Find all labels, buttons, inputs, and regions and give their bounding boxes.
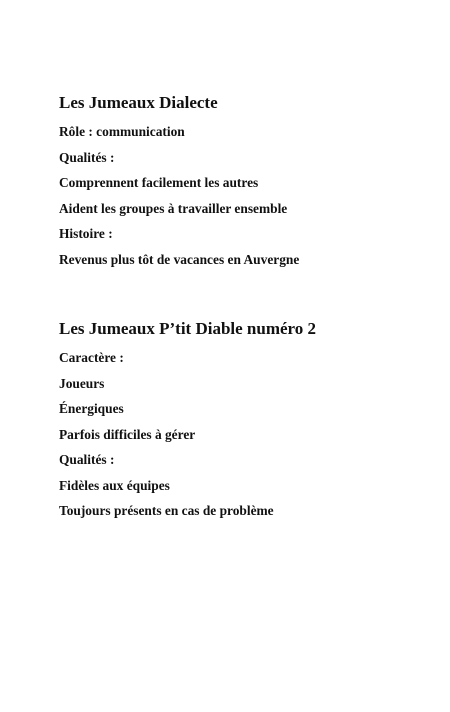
section-jumeaux-ptit-diable — [59, 317, 430, 524]
quality-item: Toujours présents en cas de problème — [59, 503, 274, 518]
caractere-label: Caractère : — [59, 350, 124, 365]
section-heading: Les Jumeaux P’tit Diable numéro 2 — [59, 319, 317, 338]
caractere-item: Énergiques — [59, 401, 124, 416]
role-line: Rôle : communication — [59, 124, 185, 139]
section-jumeaux-dialecte — [59, 91, 430, 272]
histoire-item: Revenus plus tôt de vacances en Auvergne — [59, 251, 300, 267]
quality-item: Comprennent facilement les autres — [59, 175, 259, 190]
caractere-item: Joueurs — [59, 375, 105, 391]
qualites-label: Qualités : — [59, 149, 115, 165]
quality-item: Fidèles aux équipes — [59, 477, 170, 493]
qualites-label: Qualités : — [59, 452, 115, 467]
caractere-item: Parfois difficiles à gérer — [59, 426, 196, 442]
section-heading: Les Jumeaux Dialecte — [59, 93, 218, 112]
histoire-label: Histoire : — [59, 226, 113, 241]
quality-item: Aident les groupes à travailler ensemble — [59, 200, 288, 216]
